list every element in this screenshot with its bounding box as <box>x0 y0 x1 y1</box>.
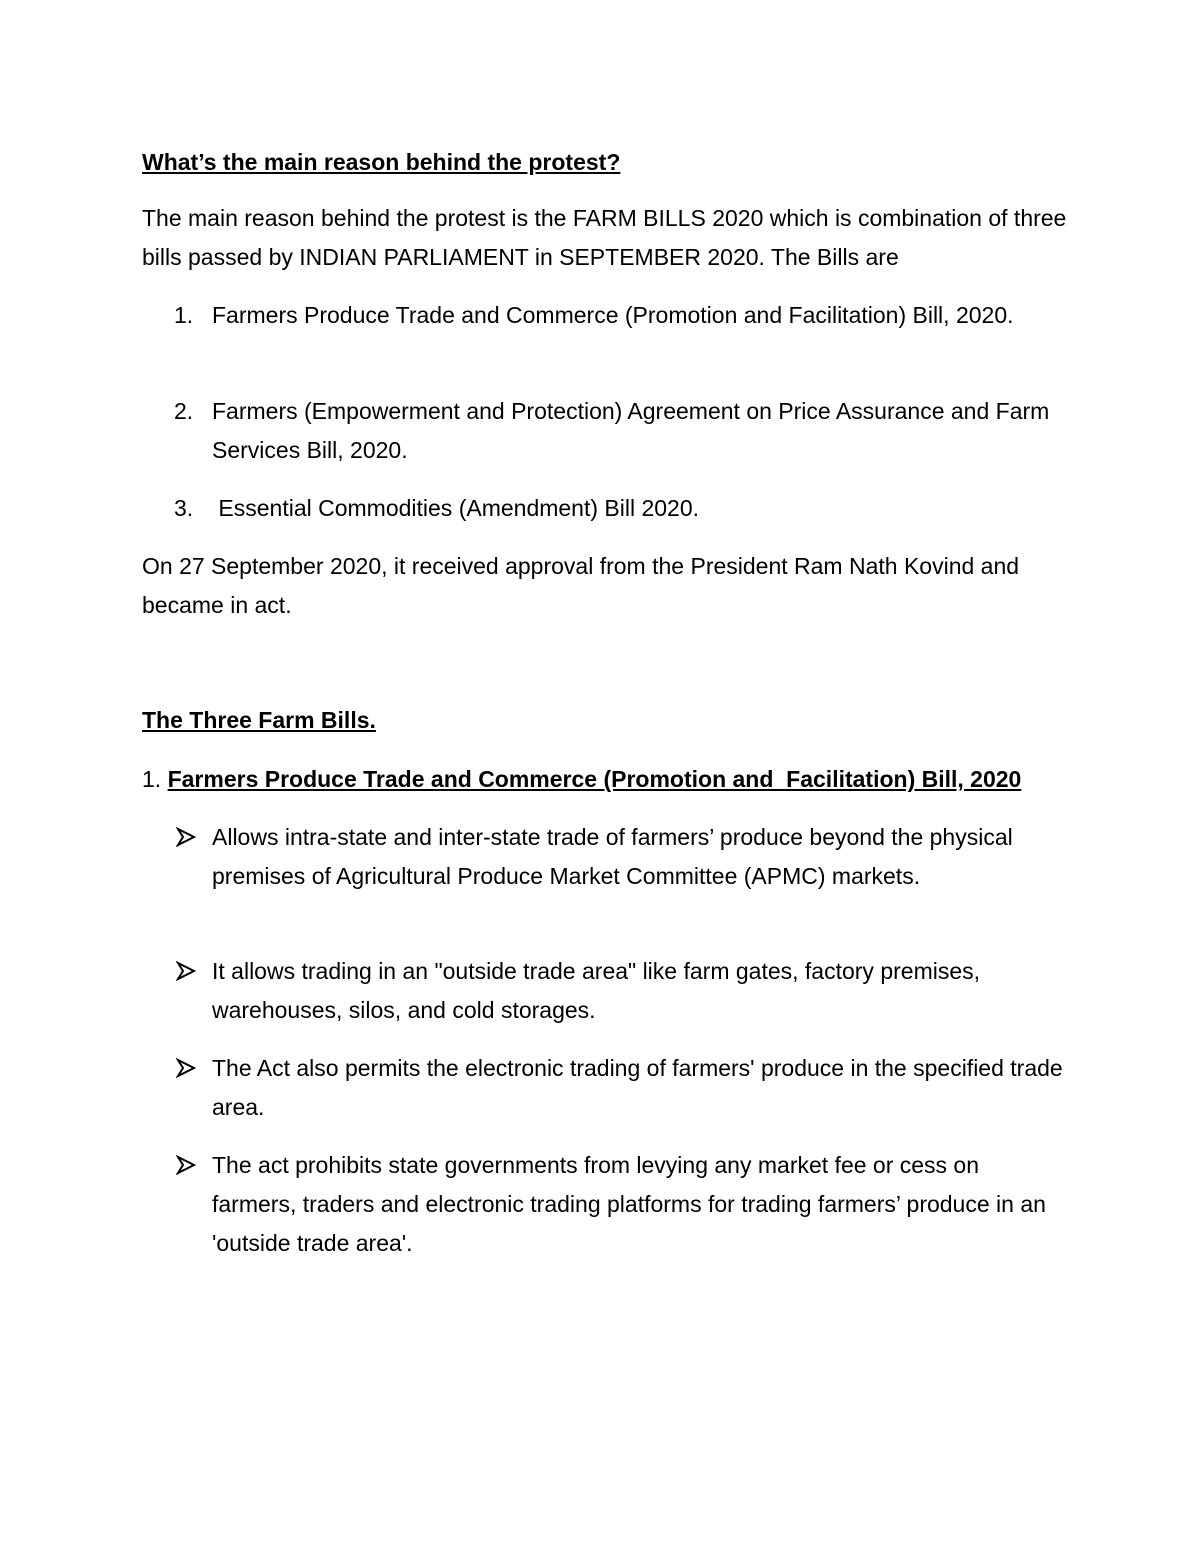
bullet-point-4 <box>176 1146 1066 1263</box>
bill-1-title: Farmers Produce Trade and Commerce (Promotion and Facilitation) Bill, 2020 <box>167 766 1022 792</box>
section-heading-three-farm-bills: The Three Farm Bills. <box>142 707 376 733</box>
list-text: Farmers Produce Trade and Commerce (Promotion and Facilitation) Bill, 2020. <box>212 302 1014 328</box>
bill-list-item-2 <box>174 392 1074 470</box>
approval-paragraph: On 27 September 2020, it received approval from the President Ram Nath Kovind and became in act. <box>142 553 1020 618</box>
arrow-bullet-icon <box>176 961 196 981</box>
section-heading-main-reason: What’s the main reason behind the protest? <box>142 149 621 175</box>
bullet-text: The act prohibits state governments from levying any market fee or cess on farmers, traders and electronic trading platforms for trading farmers’ produce in an 'outside trade area'. <box>212 1152 1046 1256</box>
bill-list-item-3 <box>174 489 1074 528</box>
list-text: Farmers (Empowerment and Protection) Agreement on Price Assurance and Farm Services Bill, 2020. <box>212 398 1050 463</box>
bullet-text: It allows trading in an "outside trade area" like farm gates, factory premises, warehouses, silos, and cold storages. <box>212 958 981 1023</box>
list-number: 3. <box>174 495 194 521</box>
bill-list-item-1 <box>174 296 1074 335</box>
bullet-text: The Act also permits the electronic trading of farmers' produce in the specified trade area. <box>212 1055 1063 1120</box>
arrow-bullet-icon <box>176 1058 196 1078</box>
list-number: 1. <box>174 302 194 328</box>
list-text: Essential Commodities (Amendment) Bill 2020. <box>212 495 700 521</box>
intro-paragraph: The main reason behind the protest is the FARM BILLS 2020 which is combination of three bills passed by INDIAN PARLIAMENT in SEPTEMBER 2020. The Bills are <box>142 205 1067 270</box>
bill-1-number: 1. <box>142 766 168 792</box>
bill-1-heading <box>142 760 1021 799</box>
bullet-point-2 <box>176 952 1066 1030</box>
arrow-bullet-icon <box>176 827 196 847</box>
arrow-bullet-icon <box>176 1155 196 1175</box>
bullet-point-3 <box>176 1049 1066 1127</box>
list-number: 2. <box>174 398 194 424</box>
bullet-point-1 <box>176 818 1066 896</box>
bullet-text: Allows intra-state and inter-state trade of farmers’ produce beyond the physical premises of Agricultural Produce Market Committee (APMC) markets. <box>212 824 1013 889</box>
